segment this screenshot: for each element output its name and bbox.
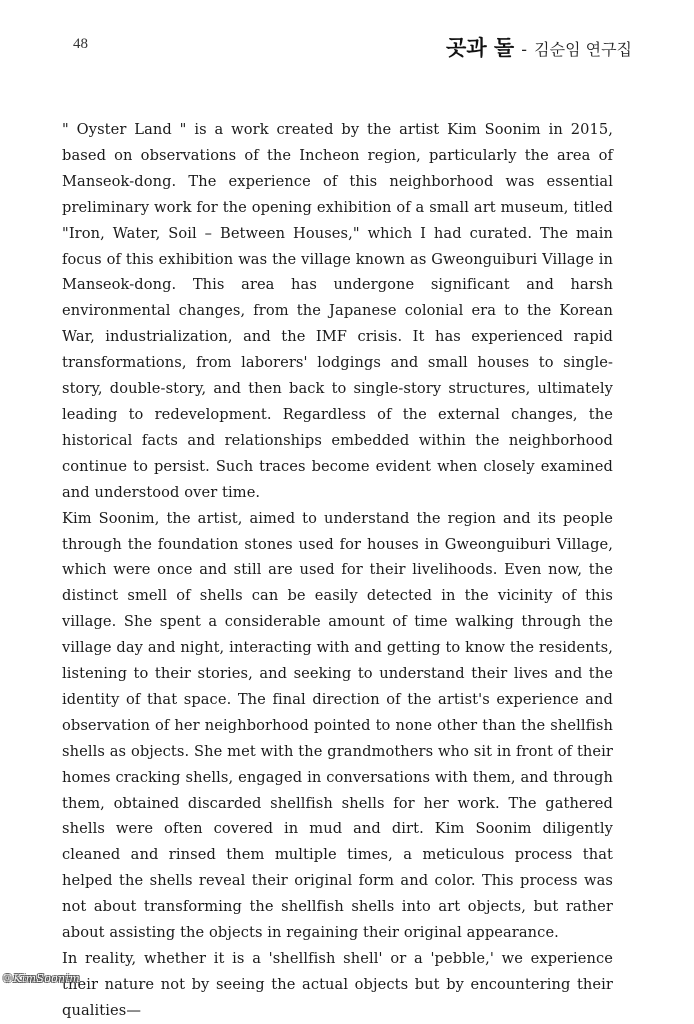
running-header	[446, 32, 632, 62]
page-number: 48	[73, 36, 88, 52]
header-separator: -	[521, 40, 528, 59]
book-title: 곳과 돌	[446, 36, 515, 60]
paragraph-kim-soonim: Kim Soonim, the artist, aimed to understand the region and its people through the foundation stones used for houses in Gweonguiburi Village, which were once and still are used for their livelihoods. Even now, the distinct smell of shells can be easily detected in the vicinity of this village. She spent a considerable amount of time walking through the village day and night, interacting with and getting to know the residents, listening to their stories, and seeking to understand their lives and the identity of that space. The final direction of the artist's experience and observation of her neighborhood pointed to none other than the shellfish shells as objects. She met with the grandmothers who sit in front of their homes cracking shells, engaged in conversations with them, and through them, obtained discarded shellfish shells for her work. The gathered shells were often covered in mud and dirt. Kim Soonim diligently cleaned and rinsed them multiple times, a meticulous process that helped the shells reveal their original form and color. This process was not about transforming the shellfish shells into art objects, but rather about assisting the objects in regaining their original appearance.	[62, 509, 613, 942]
paragraph-in-reality: In reality, whether it is a 'shellfish shell' or a 'pebble,' we experience their nature not by seeing the actual objects but by encountering their qualities—	[62, 950, 613, 1019]
paragraph-oyster-land: " Oyster Land " is a work created by the artist Kim Soonim in 2015, based on observations of the Incheon region, particularly the area of Manseok-dong. The experience of this neighborhood was essential preliminary work for the opening exhibition of a small art museum, titled "Iron, Water, Soil – Between Houses," which I had curated. The main focus of this exhibition was the village known as Gweonguiburi Village in Manseok-dong. This area has undergone significant and harsh environmental changes, from the Japanese colonial era to the Korean War, industrialization, and the IMF crisis. It has experienced rapid transformations, from laborers' lodgings and small houses to single-story, double-story, and then back to single-story structures, ultimately leading to redevelopment. Regardless of the external changes, the historical facts and relationships embedded within the neighborhood continue to persist. Such traces become evident when closely examined and understood over time.	[62, 121, 613, 501]
copyright-watermark: ©KimSoonim	[2, 972, 80, 985]
body-text	[62, 117, 613, 1024]
book-subtitle: 김순임 연구집	[534, 40, 632, 59]
